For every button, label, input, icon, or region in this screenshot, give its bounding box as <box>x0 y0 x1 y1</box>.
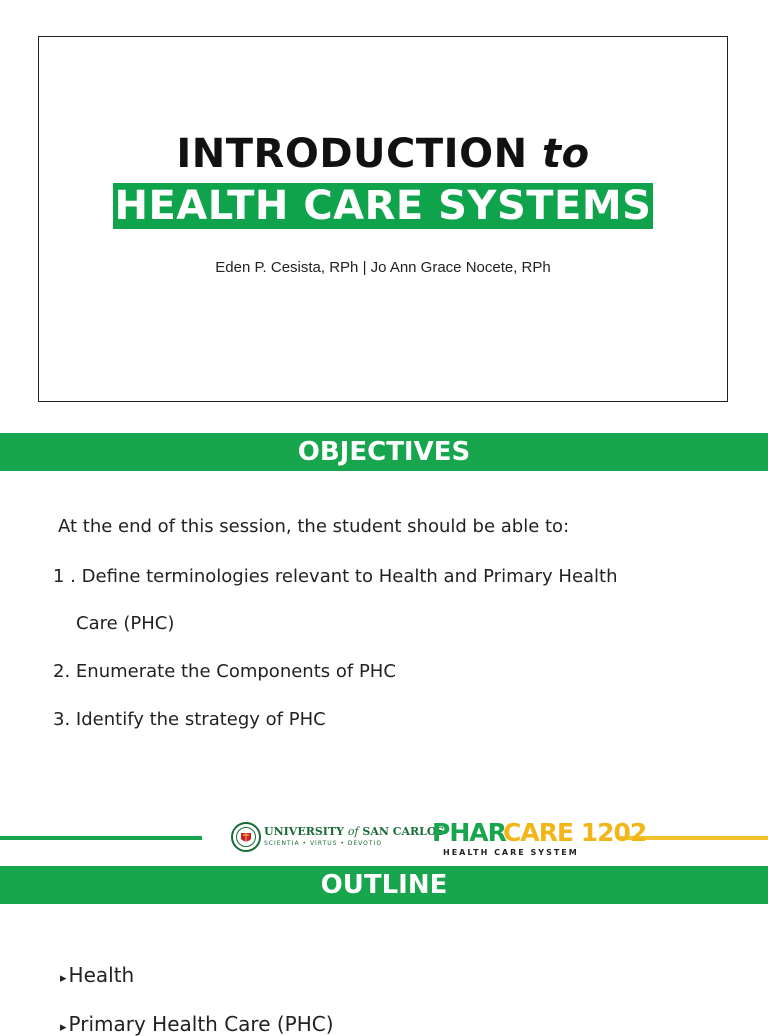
authors: Eden P. Cesista, RPh | Jo Ann Grace Nocete, RPh <box>215 259 551 276</box>
course-code-phar: PHAR <box>432 818 506 847</box>
course-code-care: CARE 1202 <box>503 818 647 847</box>
objective-item-1 <box>53 566 618 587</box>
objective-text: Enumerate the Components of PHC <box>75 661 396 682</box>
title-main: INTRODUCTION <box>176 131 528 177</box>
objective-number: 2. <box>53 661 71 682</box>
objective-number: 1 . <box>53 566 76 587</box>
title-highlight: HEALTH CARE SYSTEMS <box>114 183 652 229</box>
objective-item-1-continued: Care (PHC) <box>76 613 175 634</box>
objectives-intro: At the end of this session, the student should be able to: <box>58 516 570 537</box>
outline-item-text: Primary Health Care (PHC) <box>68 1012 334 1036</box>
course-title: HEALTH CARE SYSTEM <box>443 848 579 857</box>
objective-text: Define terminologies relevant to Health and Primary Health <box>81 566 618 587</box>
objective-text: Identify the strategy of PHC <box>75 709 326 730</box>
title-italic: to <box>541 131 590 177</box>
bullet-arrow-icon: ▸ <box>60 1020 67 1035</box>
outline-item-health <box>60 963 134 987</box>
objectives-heading: OBJECTIVES <box>0 433 768 471</box>
university-seal-icon <box>231 822 261 852</box>
objective-item-3 <box>53 709 326 730</box>
outline-heading: OUTLINE <box>0 866 768 904</box>
outline-item-phc <box>60 1012 334 1036</box>
university-name-of: of <box>347 825 359 838</box>
title-line-2 <box>39 183 727 229</box>
title-line-1 <box>39 131 727 177</box>
title-slide <box>38 36 728 402</box>
university-motto: SCIENTIA • VIRTUS • DEVOTIO <box>264 840 383 847</box>
objective-number: 3. <box>53 709 71 730</box>
bullet-arrow-icon: ▸ <box>60 971 67 986</box>
objective-item-2 <box>53 661 396 682</box>
university-name-main: UNIVERSITY <box>264 825 344 838</box>
footer-divider-green <box>0 836 202 840</box>
university-name <box>264 825 444 838</box>
university-name-rest: SAN CARLOS <box>362 825 445 838</box>
outline-item-text: Health <box>68 963 135 987</box>
